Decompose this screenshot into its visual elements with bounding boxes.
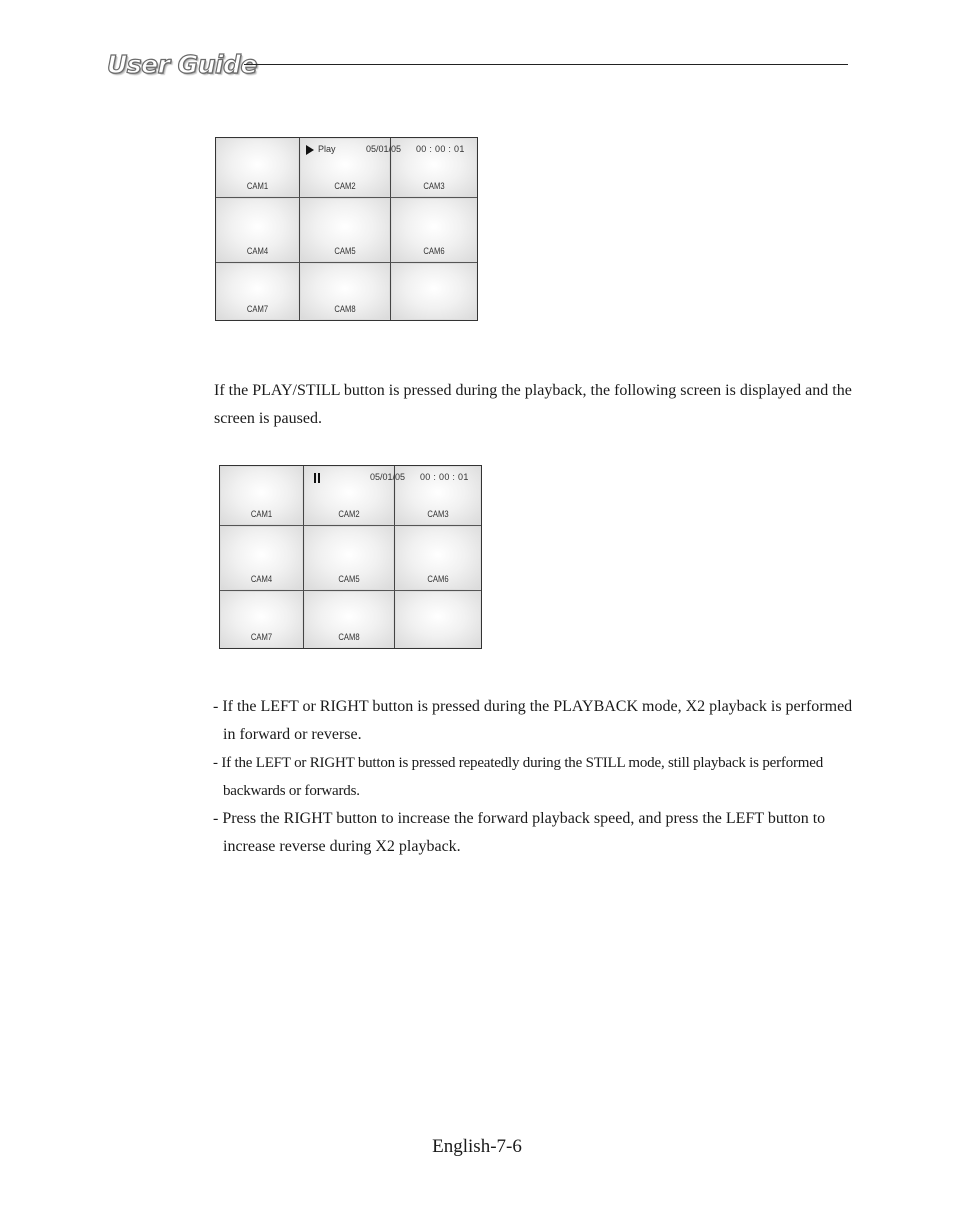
camera-label: CAM3 <box>423 181 445 191</box>
camera-cell-5 <box>304 526 395 591</box>
list-item: - If the LEFT or RIGHT button is pressed repeatedly during the STILL mode, still playback is performed backwards or forwards. <box>213 755 824 799</box>
camera-label: CAM7 <box>250 632 273 642</box>
camera-cell-7 <box>220 591 304 648</box>
time-label: 00 : 00 : 01 <box>420 472 469 482</box>
camera-cell-5 <box>300 198 391 263</box>
camera-cell-7 <box>216 263 300 320</box>
header-rule <box>244 64 848 65</box>
play-icon <box>306 145 314 155</box>
list-item: - Press the RIGHT button to increase the forward playback speed, and press the LEFT button to increase reverse during X2 playback. <box>213 810 826 855</box>
camera-cell-empty <box>391 263 477 320</box>
pause-icon <box>314 473 321 483</box>
camera-cell-8 <box>300 263 391 320</box>
camera-cell-4 <box>216 198 300 263</box>
camera-label: CAM1 <box>246 181 269 191</box>
camera-label: CAM8 <box>338 632 360 642</box>
date-label: 05/01/05 <box>370 472 406 482</box>
camera-label: CAM6 <box>427 574 449 584</box>
page-number: English-7-6 <box>432 1136 522 1157</box>
camera-label: CAM1 <box>250 509 273 519</box>
camera-cell-6 <box>395 526 481 591</box>
camera-label: CAM3 <box>427 509 449 519</box>
date-label: 05/01/05 <box>366 144 402 154</box>
list-item: - If the LEFT or RIGHT button is pressed during the PLAYBACK mode, X2 playback is performed in forward or reverse. <box>213 698 853 743</box>
camera-cell-empty <box>395 591 481 648</box>
camera-label: CAM4 <box>250 574 273 584</box>
page-header <box>107 50 848 84</box>
camera-cell-8 <box>304 591 395 648</box>
camera-cell-4 <box>220 526 304 591</box>
body-paragraph: If the PLAY/STILL button is pressed during the playback, the following screen is displayed and the screen is paused. <box>214 382 852 427</box>
header-title: User Guide <box>107 50 257 79</box>
camera-label: CAM2 <box>338 509 360 519</box>
status-bar <box>302 143 477 157</box>
mode-label: Play <box>318 144 336 154</box>
camera-label: CAM5 <box>338 574 360 584</box>
playback-screen-playing <box>215 137 478 321</box>
camera-cell-6 <box>391 198 477 263</box>
camera-cell-1 <box>216 138 300 198</box>
camera-label: CAM6 <box>423 246 445 256</box>
camera-label: CAM2 <box>334 181 356 191</box>
camera-cell-1 <box>220 466 304 526</box>
notes-list <box>213 693 853 861</box>
camera-label: CAM7 <box>246 304 269 314</box>
camera-label: CAM5 <box>334 246 356 256</box>
status-bar <box>306 471 481 485</box>
playback-screen-paused <box>219 465 482 649</box>
camera-label: CAM8 <box>334 304 356 314</box>
camera-label: CAM4 <box>246 246 269 256</box>
time-label: 00 : 00 : 01 <box>416 144 465 154</box>
